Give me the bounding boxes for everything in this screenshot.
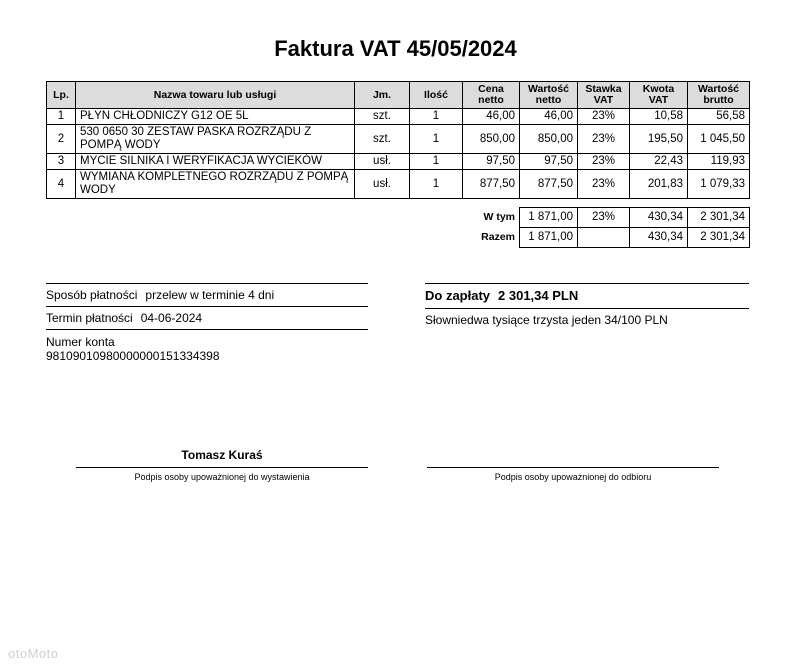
table-row (47, 170, 750, 199)
amount-words-value: dwa tysiące trzysta jeden 34/100 PLN (467, 313, 668, 327)
receiver-signature-line: Podpis osoby upoważnionej do odbioru (427, 467, 719, 482)
header-vat: Kwota VAT (630, 82, 688, 109)
payment-method-label: Sposób płatności (46, 288, 138, 302)
payment-due-row (46, 307, 368, 330)
amount-due-value: 2 301,34 PLN (498, 288, 579, 303)
invoice-items-table (46, 81, 750, 248)
header-rate: Stawka VAT (578, 82, 630, 109)
issuer-name: Tomasz Kuraś (181, 448, 263, 462)
cell-unit: usł. (355, 154, 410, 170)
header-gross: Wartość brutto (688, 82, 750, 109)
razem-label: Razem (481, 231, 515, 243)
header-price: Cena netto (463, 82, 520, 109)
cell-lp: 4 (47, 170, 76, 199)
cell-qty: 1 (410, 125, 463, 154)
issuer-signature-line: Podpis osoby upoważnionej do wystawienia (76, 467, 368, 482)
cell-gross: 1 079,33 (688, 170, 750, 199)
watermark: otoMoto (8, 646, 59, 661)
cell-net: 97,50 (520, 154, 578, 170)
account-label: Numer konta (46, 335, 115, 349)
wtym-gross: 2 301,34 (688, 208, 750, 228)
amount-due-label: Do zapłaty (425, 288, 491, 303)
table-row (47, 154, 750, 170)
table-header-row (47, 82, 750, 109)
cell-rate: 23% (578, 170, 630, 199)
payment-due-value: 04-06-2024 (140, 311, 203, 325)
wtym-vat: 430,34 (630, 208, 688, 228)
cell-vat: 10,58 (630, 109, 688, 125)
cell-price: 850,00 (463, 125, 520, 154)
cell-price: 46,00 (463, 109, 520, 125)
table-row (47, 125, 750, 154)
payment-method-row (46, 283, 368, 307)
cell-price: 877,50 (463, 170, 520, 199)
cell-name: MYCIE SILNIKA I WERYFIKACJA WYCIEKÓW (76, 154, 355, 170)
account-number: 98109010980000000151334398 (46, 349, 220, 363)
cell-name: 530 0650 30 ZESTAW PASKA ROZRZĄDU Z POMPĄ WODY (76, 125, 355, 154)
summary-wtym-row (47, 208, 750, 228)
cell-price: 97,50 (463, 154, 520, 170)
cell-gross: 1 045,50 (688, 125, 750, 154)
summary-razem-row (47, 228, 750, 248)
cell-qty: 1 (410, 154, 463, 170)
cell-rate: 23% (578, 109, 630, 125)
cell-vat: 22,43 (630, 154, 688, 170)
cell-lp: 1 (47, 109, 76, 125)
payment-due-label: Termin płatności (46, 311, 133, 325)
cell-name: PŁYN CHŁODNICZY G12 OE 5L (76, 109, 355, 125)
header-net: Wartość netto (520, 82, 578, 109)
cell-net: 877,50 (520, 170, 578, 199)
payment-info (46, 283, 368, 363)
cell-lp: 3 (47, 154, 76, 170)
amount-due-row (425, 283, 749, 309)
table-row (47, 109, 750, 125)
cell-name: WYMIANA KOMPLETNEGO ROZRZĄDU Z POMPĄ WODY (76, 170, 355, 199)
account-block (46, 335, 368, 363)
cell-unit: szt. (355, 125, 410, 154)
header-unit: Jm. (355, 82, 410, 109)
invoice-title: Faktura VAT 45/05/2024 (274, 36, 517, 61)
cell-unit: usł. (355, 170, 410, 199)
amount-due-info (425, 283, 749, 331)
wtym-net: 1 871,00 (520, 208, 578, 228)
cell-rate: 23% (578, 125, 630, 154)
header-lp: Lp. (47, 82, 76, 109)
wtym-rate: 23% (578, 208, 630, 228)
razem-vat: 430,34 (630, 228, 688, 248)
cell-gross: 119,93 (688, 154, 750, 170)
cell-vat: 195,50 (630, 125, 688, 154)
razem-rate (578, 228, 630, 248)
wtym-label: W tym (483, 211, 515, 223)
cell-vat: 201,83 (630, 170, 688, 199)
cell-rate: 23% (578, 154, 630, 170)
razem-gross: 2 301,34 (688, 228, 750, 248)
cell-unit: szt. (355, 109, 410, 125)
razem-net: 1 871,00 (520, 228, 578, 248)
payment-method-value: przelew w terminie 4 dni (145, 288, 275, 302)
amount-words-label: Słownie (425, 313, 468, 327)
cell-gross: 56,58 (688, 109, 750, 125)
header-qty: Ilość (410, 82, 463, 109)
cell-lp: 2 (47, 125, 76, 154)
header-name: Nazwa towaru lub usługi (76, 82, 355, 109)
amount-words-row (425, 309, 749, 331)
cell-qty: 1 (410, 170, 463, 199)
cell-net: 850,00 (520, 125, 578, 154)
cell-qty: 1 (410, 109, 463, 125)
cell-net: 46,00 (520, 109, 578, 125)
